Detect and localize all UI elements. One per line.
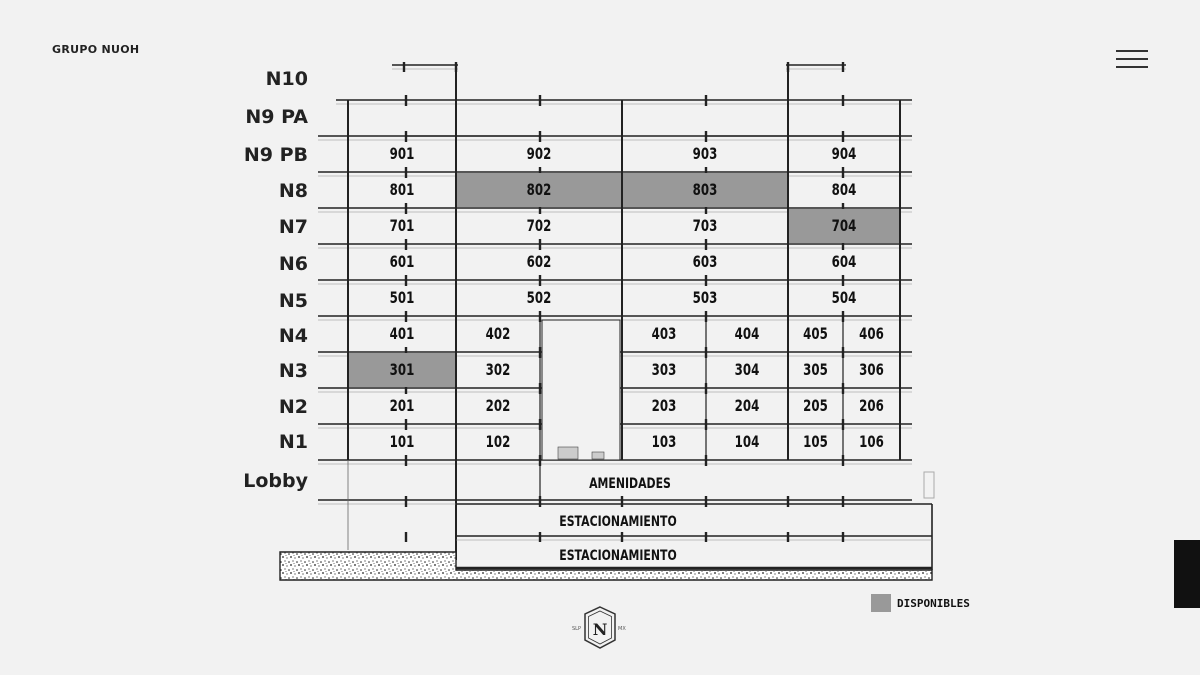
unit-label[interactable]: 703 (692, 216, 718, 236)
level-label-n9-pb: N9 PB (243, 144, 308, 166)
unit-label[interactable]: 403 (651, 324, 677, 344)
unit-label[interactable]: 804 (831, 180, 857, 200)
brand-logo-icon (568, 605, 632, 651)
level-label-n6: N6 (278, 253, 308, 275)
unit-label[interactable]: 406 (859, 324, 884, 344)
unit-label[interactable]: 903 (692, 144, 718, 164)
level-label-n8: N8 (278, 180, 308, 202)
unit-label[interactable]: 604 (831, 252, 857, 272)
level-label-n10: N10 (265, 68, 308, 90)
logo-right-text: MX (618, 626, 626, 632)
level-label-lobby: Lobby (243, 470, 308, 492)
legend-available-swatch (871, 594, 891, 612)
atrium-void (542, 320, 620, 460)
area-label-parking-2: ESTACIONAMIENTO (559, 546, 677, 564)
legend-available-label: DISPONIBLES (897, 596, 970, 610)
unit-label[interactable]: 503 (692, 288, 718, 308)
atrium-planter (592, 452, 604, 459)
logo-left-text: SLP (572, 626, 581, 632)
level-label-n9-pa: N9 PA (245, 106, 308, 128)
unit-label[interactable]: 302 (485, 360, 511, 380)
unit-label[interactable]: 901 (389, 144, 415, 164)
unit-label[interactable]: 602 (526, 252, 552, 272)
unit-label[interactable]: 303 (651, 360, 677, 380)
level-label-n2: N2 (278, 396, 308, 418)
unit-label[interactable]: 105 (803, 432, 828, 452)
logo-letter: N (592, 620, 608, 639)
unit-label[interactable]: 701 (389, 216, 415, 236)
unit-label[interactable]: 803 (692, 180, 718, 200)
unit-label[interactable]: 106 (859, 432, 884, 452)
unit-label[interactable]: 202 (485, 396, 511, 416)
unit-label[interactable]: 305 (803, 360, 828, 380)
unit-label[interactable]: 502 (526, 288, 552, 308)
street-lamp (924, 472, 934, 498)
unit-label[interactable]: 104 (734, 432, 760, 452)
unit-label[interactable]: 205 (803, 396, 828, 416)
unit-label[interactable]: 304 (734, 360, 760, 380)
unit-label[interactable]: 401 (389, 324, 415, 344)
brand-name: GRUPO NUOH (52, 43, 140, 56)
unit-label[interactable]: 103 (651, 432, 677, 452)
unit-label[interactable]: 206 (859, 396, 884, 416)
unit-label[interactable]: 405 (803, 324, 828, 344)
unit-label[interactable]: 601 (389, 252, 415, 272)
unit-label[interactable]: 101 (389, 432, 415, 452)
level-label-n4: N4 (278, 325, 308, 347)
unit-label[interactable]: 402 (485, 324, 511, 344)
level-label-n5: N5 (278, 290, 308, 312)
atrium-planter (558, 447, 578, 459)
unit-label[interactable]: 501 (389, 288, 415, 308)
unit-label[interactable]: 203 (651, 396, 677, 416)
unit-label[interactable]: 801 (389, 180, 415, 200)
unit-label[interactable]: 704 (831, 216, 857, 236)
area-label-amenities: AMENIDADES (589, 474, 671, 492)
level-label-n1: N1 (278, 431, 308, 453)
level-label-n7: N7 (278, 216, 308, 238)
unit-label[interactable]: 204 (734, 396, 760, 416)
unit-label[interactable]: 902 (526, 144, 552, 164)
unit-label[interactable]: 201 (389, 396, 415, 416)
unit-label[interactable]: 504 (831, 288, 857, 308)
unit-label[interactable]: 802 (526, 180, 552, 200)
area-label-parking-1: ESTACIONAMIENTO (559, 512, 677, 530)
unit-label[interactable]: 404 (734, 324, 760, 344)
unit-label[interactable]: 102 (485, 432, 511, 452)
legend (871, 594, 970, 612)
unit-label[interactable]: 301 (389, 360, 415, 380)
level-label-n3: N3 (278, 360, 308, 382)
unit-label[interactable]: 603 (692, 252, 718, 272)
unit-label[interactable]: 702 (526, 216, 552, 236)
unit-label[interactable]: 306 (859, 360, 884, 380)
unit-label[interactable]: 904 (831, 144, 857, 164)
